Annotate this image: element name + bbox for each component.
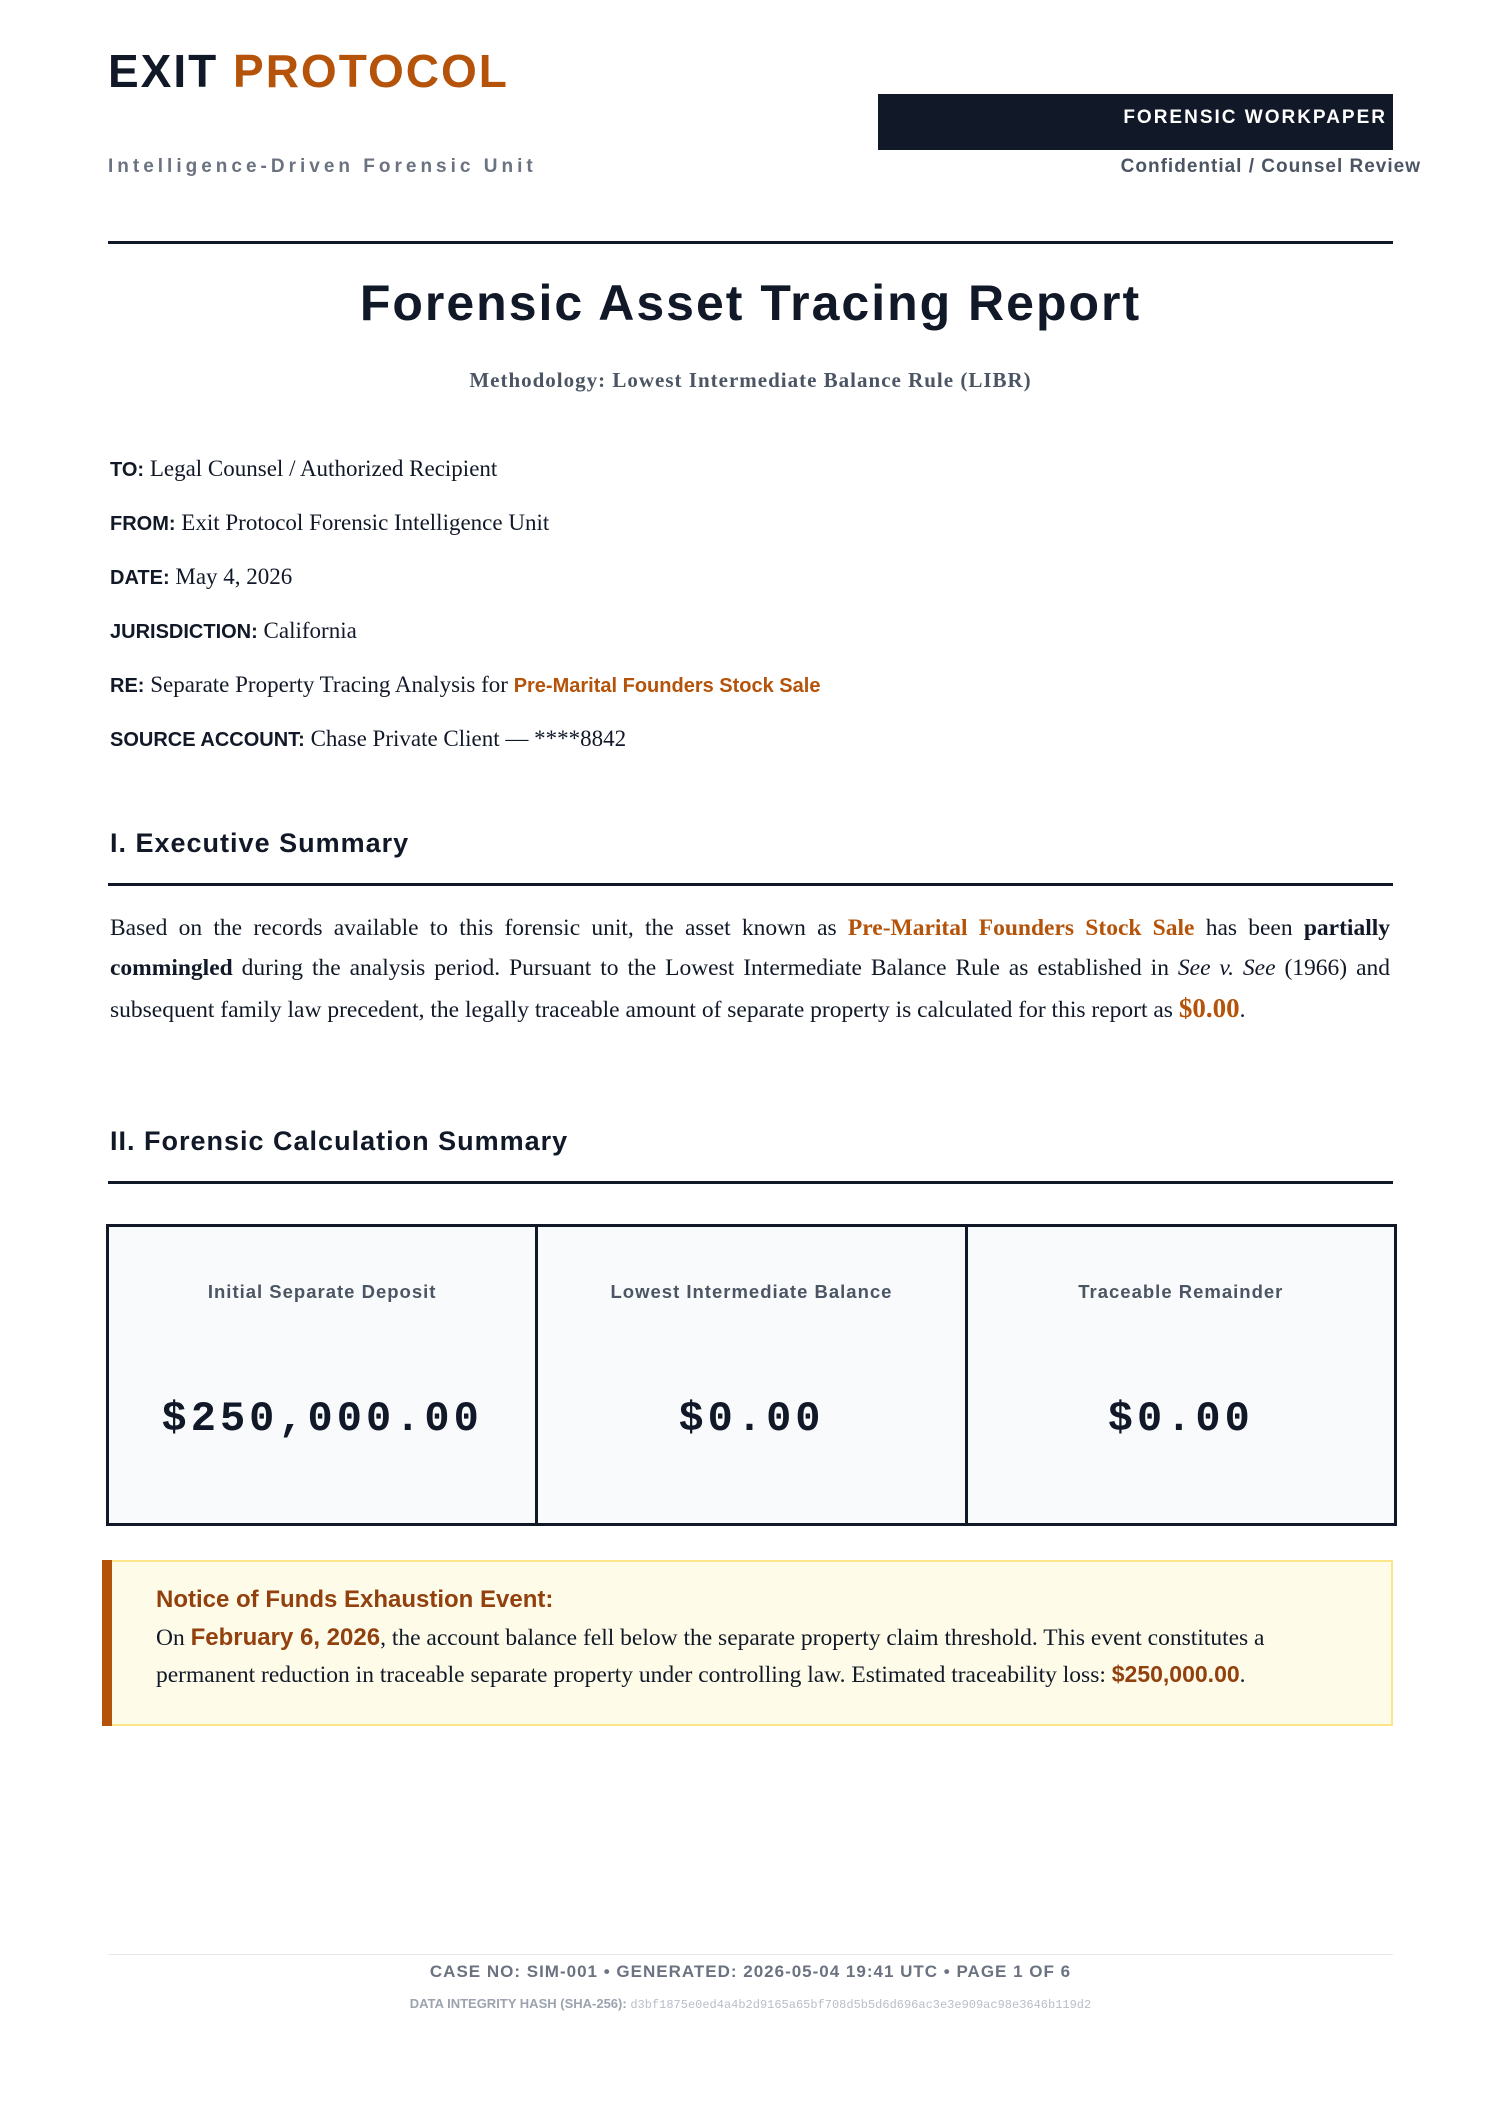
notice-accent-bar (102, 1560, 112, 1726)
brand-logo (108, 44, 509, 98)
footer-divider (108, 1954, 1393, 1955)
memo-jurisdiction-label: JURISDICTION: (110, 621, 258, 643)
brand-main: EXIT (108, 45, 219, 97)
calculation-summary-divider (108, 1181, 1393, 1184)
metric-traceable-remainder (968, 1227, 1394, 1523)
memo-re-label: RE: (110, 675, 145, 697)
memo-to-value: Legal Counsel / Authorized Recipient (149, 456, 498, 481)
memo-re-asset: Pre-Marital Founders Stock Sale (513, 675, 821, 697)
summary-traceable-amount: $0.00 (1178, 993, 1240, 1023)
metric-lowest-intermediate-balance (538, 1227, 967, 1523)
memo-jurisdiction (110, 618, 357, 644)
executive-summary-heading: I. Executive Summary (110, 828, 410, 858)
notice-body (156, 1620, 1356, 1693)
methodology-subtitle: Methodology: Lowest Intermediate Balance Rule (LIBR) (469, 368, 1032, 392)
memo-date (110, 564, 292, 590)
brand-tagline: Intelligence-Driven Forensic Unit (108, 156, 537, 177)
metric-value: $250,000.00 (161, 1395, 483, 1443)
notice-event-date: February 6, 2026 (190, 1624, 381, 1651)
memo-from (110, 510, 549, 536)
hash-label: DATA INTEGRITY HASH (SHA-256): (409, 1996, 627, 2011)
memo-date-value: May 4, 2026 (175, 564, 293, 589)
summary-asset-name: Pre-Marital Founders Stock Sale (847, 915, 1195, 941)
memo-re (110, 672, 820, 698)
footer-integrity-hash (108, 1996, 1393, 2012)
header-divider (108, 241, 1393, 244)
summary-part: . (1239, 997, 1246, 1023)
notice-text: , the account balance fell below the separate property claim threshold. This event constitutes a permanent reduction in traceable separate property under controlling law. Estimated traceability loss: (156, 1625, 1265, 1688)
hash-value: d3bf1875e0ed4a4b2d9165a65bf708d5b5d6d696ac3e3e909ac98e3646b119d2 (630, 1998, 1092, 2012)
memo-from-label: FROM: (110, 513, 176, 535)
notice-title: Notice of Funds Exhaustion Event: (156, 1586, 554, 1613)
memo-to (110, 456, 497, 482)
executive-summary-divider (108, 883, 1393, 886)
funds-exhaustion-notice (102, 1560, 1393, 1726)
brand-accent: PROTOCOL (233, 45, 509, 97)
memo-to-label: TO: (110, 459, 145, 481)
metric-value: $0.00 (678, 1395, 825, 1443)
memo-date-label: DATE: (110, 567, 170, 589)
metric-label: Initial Separate Deposit (207, 1281, 437, 1302)
notice-text: . (1239, 1662, 1246, 1688)
memo-re-value: Separate Property Tracing Analysis for (150, 672, 508, 697)
confidentiality-label: Confidential / Counsel Review (1120, 156, 1421, 177)
summary-part: Based on the records available to this forensic unit, the asset known as (110, 915, 837, 941)
footer-case-info: CASE NO: SIM-001 • GENERATED: 2026-05-04 19:41 UTC • PAGE 1 OF 6 (429, 1962, 1072, 1981)
notice-loss-amount: $250,000.00 (1111, 1661, 1240, 1687)
summary-case-citation: See v. See (1177, 955, 1276, 981)
summary-part: during the analysis period. Pursuant to the Lowest Intermediate Balance Rule as established in (241, 955, 1169, 981)
calculation-metrics-grid (106, 1224, 1397, 1526)
notice-text: On (156, 1625, 185, 1651)
metric-value: $0.00 (1107, 1395, 1254, 1443)
memo-source-account (110, 726, 626, 752)
summary-status: partially commingled (110, 915, 1391, 981)
report-title: Forensic Asset Tracing Report (359, 275, 1142, 331)
metric-label: Lowest Intermediate Balance (610, 1281, 893, 1302)
workpaper-label: FORENSIC WORKPAPER (1123, 107, 1387, 128)
summary-part: (1966) and subsequent family law precedent, the legally traceable amount of separate property is calculated for this report as (110, 955, 1390, 1023)
memo-from-value: Exit Protocol Forensic Intelligence Unit (181, 510, 550, 535)
executive-summary-text (110, 908, 1390, 1030)
calculation-summary-heading: II. Forensic Calculation Summary (110, 1126, 569, 1156)
metric-label: Traceable Remainder (1078, 1281, 1284, 1302)
memo-jurisdiction-value: California (263, 618, 357, 643)
memo-source-value: Chase Private Client — ****8842 (310, 726, 627, 751)
summary-part: has been (1205, 915, 1293, 941)
metric-initial-deposit (109, 1227, 538, 1523)
workpaper-banner (878, 94, 1393, 150)
memo-source-label: SOURCE ACCOUNT: (110, 729, 305, 751)
